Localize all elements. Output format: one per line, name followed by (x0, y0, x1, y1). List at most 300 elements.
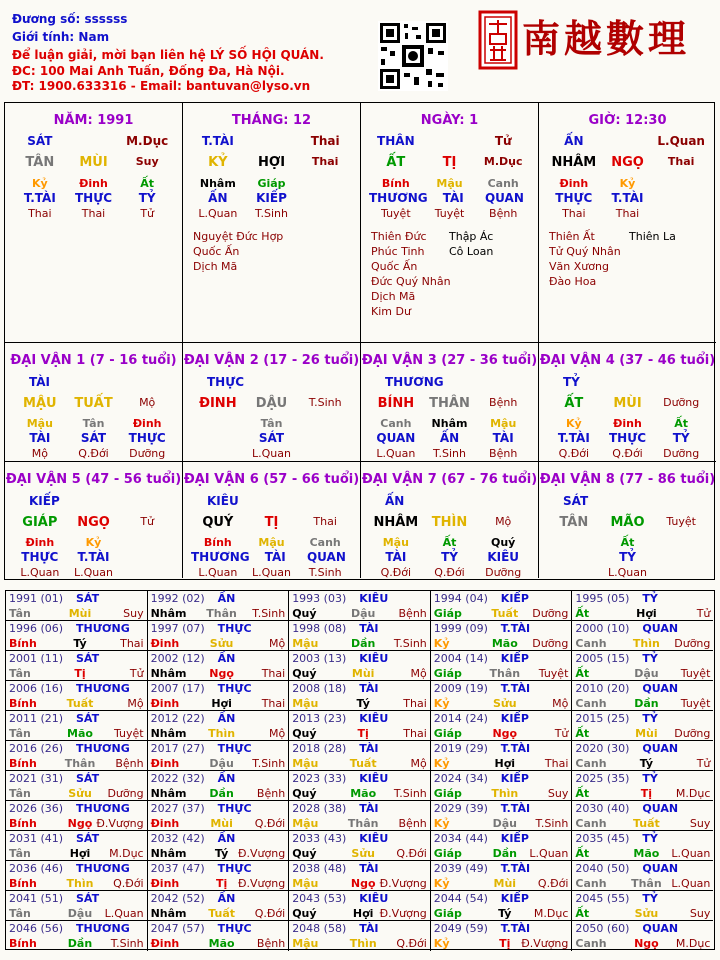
star-item: Đào Hoa (549, 275, 597, 288)
luck-stem-branch-row (13, 396, 174, 411)
luck-period-3 (361, 343, 539, 462)
year-life-stage: Thai (261, 667, 286, 680)
year-stem: Kỷ (433, 817, 450, 830)
year-branch: Tuất (66, 697, 94, 710)
luck-god: ẤN (385, 494, 405, 508)
luck-title: ĐẠI VẬN 1 (7 - 16 tuổi) (10, 353, 177, 368)
luck-hidden-stem (191, 417, 245, 430)
luck-hidden-stem (120, 536, 174, 549)
year-god: KIẾP (500, 832, 529, 845)
year-cell (572, 831, 713, 861)
luck-title: ĐẠI VẬN 8 (77 - 86 tuổi) (539, 472, 716, 487)
year-label: 2048 (58) (292, 922, 347, 935)
year-life-stage: Đ.Vượng (96, 817, 144, 830)
luck-period-7 (361, 462, 539, 578)
year-life-stage: Mộ (410, 667, 427, 680)
luck-hidden-god: TỶ (441, 550, 458, 564)
year-life-stage: Bệnh (115, 757, 144, 770)
year-cell (431, 861, 573, 891)
star-item: Cô Loan (449, 245, 494, 258)
luck-stem-branch: Bệnh (489, 396, 518, 409)
year-god: SÁT (76, 832, 100, 845)
luck-life-stage-row (191, 566, 352, 579)
luck-life-stage: L.Quan (252, 566, 291, 579)
luck-life-stage: Dưỡng (485, 566, 522, 579)
luck-hidden-god: T.TÀI (557, 431, 590, 445)
hidden-god: TÀI (442, 191, 464, 205)
year-god: KIÊU (359, 832, 389, 845)
pillar-3 (361, 103, 539, 343)
year-stem: Ất (575, 607, 590, 620)
year-cell (289, 801, 431, 831)
year-god: KIẾP (500, 772, 529, 785)
pillar-title: THÁNG: 12 (231, 113, 312, 128)
pillar-title: NGÀY: 1 (420, 113, 479, 128)
year-life-stage: Dưỡng (674, 727, 711, 740)
year-label: 2041 (51) (9, 892, 64, 905)
luck-title: ĐẠI VẬN 3 (27 - 36 tuổi) (361, 353, 538, 368)
luck-life-stage: Dưỡng (663, 447, 700, 460)
luck-title: ĐẠI VẬN 4 (37 - 46 tuổi) (539, 353, 716, 368)
luck-stem-branch: TỊ (264, 515, 279, 530)
luck-life-stage (191, 447, 245, 460)
year-cell (6, 831, 148, 861)
year-label: 2040 (50) (575, 862, 630, 875)
star-item: Nguyệt Đức Hợp (193, 230, 284, 243)
year-cell (289, 741, 431, 771)
year-life-stage: Thai (403, 697, 427, 710)
year-branch: Tị (357, 727, 369, 740)
year-branch: Tý (639, 757, 654, 770)
year-cell (289, 651, 431, 681)
year-cell (572, 801, 713, 831)
year-label: 2044 (54) (433, 892, 488, 905)
year-life-stage: Mộ (127, 697, 144, 710)
year-stem: Tân (9, 847, 31, 860)
luck-title: ĐẠI VẬN 6 (57 - 66 tuổi) (183, 472, 360, 487)
luck-life-stage: L.Quan (252, 447, 291, 460)
luck-life-stage-row (191, 447, 352, 460)
hidden-stem: Giáp (257, 177, 286, 190)
stem-branch: Suy (135, 155, 159, 168)
year-stem: Canh (575, 757, 607, 770)
luck-life-stage: L.Quan (74, 566, 113, 579)
year-label: 2010 (20) (575, 682, 630, 695)
year-stem: Mậu (292, 817, 319, 830)
year-branch: Mão (67, 727, 93, 740)
year-god: QUAN (642, 742, 679, 755)
year-cell (148, 831, 290, 861)
year-stem: Bính (9, 937, 37, 950)
luck-hidden-god-row (191, 550, 352, 564)
luck-god: TỶ (563, 375, 580, 389)
year-life-stage: Tử (554, 727, 569, 740)
year-cell (289, 771, 431, 801)
year-label: 2011 (21) (9, 712, 64, 725)
luck-life-stage: Q.Đới (380, 566, 412, 579)
year-branch: Tuất (208, 907, 235, 920)
luck-life-stage (547, 566, 601, 579)
year-stem: Bính (9, 697, 37, 710)
year-branch: Dần (350, 637, 376, 650)
luck-stem-branch-row (369, 515, 530, 530)
year-cell (431, 591, 573, 621)
stem-branch-row (191, 155, 352, 170)
year-cell (148, 771, 290, 801)
luck-stem-branch-row (369, 396, 530, 411)
year-branch: Tý (356, 697, 370, 710)
header-text: Giới tính: (12, 30, 79, 44)
qr-code-icon (378, 21, 448, 91)
luck-stem-branch: NHÂM (373, 515, 419, 530)
year-life-stage: Đ.Vượng (379, 907, 427, 920)
year-god: T.TÀI (500, 922, 531, 935)
year-life-stage: T.Sinh (252, 607, 286, 620)
year-label: 1992 (02) (150, 592, 205, 605)
year-cell (431, 801, 573, 831)
year-life-stage: Tuyệt (680, 667, 711, 680)
year-stem: Ất (575, 727, 590, 740)
hidden-stem: Kỷ (619, 177, 636, 190)
year-stem: Canh (575, 937, 607, 950)
year-cell (431, 711, 573, 741)
year-life-stage: Bệnh (398, 607, 427, 620)
year-branch: Thân (206, 607, 237, 620)
header-text: Đương số: (12, 12, 85, 26)
luck-hidden-stem: Canh (380, 417, 412, 430)
year-stem: Giáp (433, 847, 462, 860)
star-item: Quốc Ấn (371, 260, 418, 273)
year-branch: Hợi (352, 907, 374, 920)
hidden-god-row (191, 191, 352, 205)
year-god: THỰC (217, 922, 252, 935)
hidden-god: T.TÀI (611, 191, 644, 205)
year-stem: Quý (292, 847, 317, 860)
year-life-stage: Mộ (268, 727, 286, 740)
year-stem: Quý (292, 607, 317, 620)
hidden-stem (654, 177, 708, 190)
life-stage: L.Quan (198, 207, 238, 220)
year-cell (431, 651, 573, 681)
luck-life-stage: Q.Đới (612, 447, 643, 460)
year-branch: Dậu (350, 607, 376, 620)
hidden-stem (298, 177, 352, 190)
year-label: 1996 (06) (9, 622, 64, 635)
year-god: QUAN (642, 622, 679, 635)
year-cell (572, 921, 713, 951)
year-life-stage: Đ.Vượng (237, 847, 286, 860)
ten-god (601, 134, 655, 148)
year-cell (572, 621, 713, 651)
year-stem: Kỷ (433, 877, 450, 890)
luck-period-2 (183, 343, 361, 462)
year-label: 2031 (41) (9, 832, 64, 845)
year-god: ẤN (217, 772, 236, 785)
star-item: Thiên Ất (549, 230, 595, 243)
luck-stem-branch: Mộ (139, 396, 156, 409)
luck-hidden-stem-row (191, 536, 352, 549)
year-label: 1991 (01) (9, 592, 64, 605)
year-life-stage: Đ.Vượng (237, 877, 286, 890)
star-list (193, 229, 283, 274)
luck-hidden-stem: Bính (203, 536, 232, 549)
year-stem: Mậu (292, 877, 319, 890)
year-cell (148, 891, 290, 921)
year-god: THỰC (217, 622, 252, 635)
year-cell (289, 591, 431, 621)
year-life-stage: L.Quan (529, 847, 569, 860)
year-label: 2012 (22) (150, 712, 205, 725)
luck-hidden-god (120, 550, 174, 564)
luck-period-4 (539, 343, 716, 462)
pillar-4 (539, 103, 716, 343)
year-cell (431, 891, 573, 921)
year-life-stage: Thai (403, 727, 427, 740)
header-text: ĐC: 100 Mai Anh Tuấn, Đống Đa, Hà Nội. (12, 64, 285, 78)
luck-stem-branch: THÂN (429, 396, 470, 411)
year-life-stage: Q.Đới (537, 877, 569, 890)
year-branch: Hợi (211, 697, 232, 710)
year-label: 2020 (30) (575, 742, 630, 755)
year-cell (6, 891, 148, 921)
year-branch: Thìn (491, 787, 519, 800)
year-stem: Quý (292, 727, 317, 740)
star-list (549, 229, 621, 289)
luck-god: KIẾP (29, 494, 60, 508)
year-branch: Tuất (491, 607, 519, 620)
year-god: TÀI (359, 742, 379, 755)
year-god: T.TÀI (500, 742, 531, 755)
qr-code[interactable] (378, 21, 448, 91)
luck-stem-branch: BÍNH (377, 396, 415, 411)
year-cell (148, 801, 290, 831)
hidden-god: ẤN (208, 191, 228, 205)
year-god: THƯƠNG (76, 862, 130, 875)
stem-branch: TÂN (25, 155, 55, 170)
year-branch: Dần (634, 697, 659, 710)
luck-life-stage (298, 447, 352, 460)
year-god: SÁT (76, 712, 100, 725)
year-life-stage: L.Quan (671, 877, 711, 890)
year-life-stage: Q.Đới (396, 847, 427, 860)
seal-icon (478, 10, 518, 70)
year-branch: Thân (631, 877, 662, 890)
year-god: TỶ (642, 712, 658, 725)
year-stem: Đinh (150, 637, 180, 650)
year-label: 2029 (39) (433, 802, 488, 815)
year-branch: Dậu (492, 817, 517, 830)
luck-stem-branch: Tuyệt (666, 515, 696, 528)
luck-stem-branch: MẬU (23, 396, 57, 411)
stem-branch: ẤT (386, 155, 406, 170)
year-stem: Tân (9, 907, 31, 920)
year-stem: Tân (9, 727, 31, 740)
luck-life-stage: Q.Đới (558, 447, 590, 460)
year-life-stage: Bệnh (256, 787, 286, 800)
luck-life-stage-row (547, 447, 708, 460)
year-label: 2021 (31) (9, 772, 64, 785)
luck-hidden-god (547, 550, 601, 564)
luck-hidden-stem: Canh (309, 536, 341, 549)
year-life-stage: L.Quan (671, 847, 711, 860)
year-god: THƯƠNG (76, 622, 130, 635)
year-branch: Tý (498, 907, 512, 920)
year-label: 1998 (08) (292, 622, 347, 635)
year-stem: Canh (575, 637, 607, 650)
luck-hidden-god: TÀI (492, 431, 514, 445)
year-label: 2035 (45) (575, 832, 630, 845)
star-item: Văn Xương (549, 260, 609, 273)
year-cell (148, 591, 290, 621)
luck-hidden-stem: Quý (491, 536, 516, 549)
year-cell (572, 861, 713, 891)
year-branch: Thân (489, 667, 521, 680)
header (0, 0, 720, 100)
luck-title: ĐẠI VẬN 2 (17 - 26 tuổi) (183, 353, 360, 368)
annual-luck-table (5, 590, 715, 950)
luck-stem-branch-row (547, 515, 708, 530)
luck-life-stage: Bệnh (489, 447, 518, 460)
year-label: 2025 (35) (575, 772, 630, 785)
luck-life-stage: L.Quan (608, 566, 647, 579)
year-life-stage: Tuyệt (113, 727, 144, 740)
year-god: TÀI (359, 862, 379, 875)
luck-god: THỰC (207, 375, 245, 389)
year-life-stage: T.Sinh (535, 817, 569, 830)
year-label: 2046 (56) (9, 922, 64, 935)
year-cell (289, 891, 431, 921)
luck-hidden-god: SÁT (258, 431, 285, 445)
pillar-title: NĂM: 1991 (53, 113, 134, 128)
year-life-stage: Đ.Vượng (379, 877, 427, 890)
luck-life-stage: T.Sinh (433, 447, 466, 460)
luck-hidden-stem: Ất (620, 536, 635, 549)
year-god: TỶ (642, 832, 658, 845)
luck-life-stage-row (13, 447, 174, 460)
luck-hidden-god: SÁT (80, 431, 107, 445)
luck-hidden-god-row (13, 431, 174, 445)
hidden-god (654, 191, 708, 205)
life-stage (654, 207, 708, 220)
year-cell (148, 621, 290, 651)
year-god: KIÊU (359, 652, 389, 665)
year-branch: Ngọ (634, 937, 659, 950)
luck-life-stage-row (369, 566, 530, 579)
year-branch: Ngọ (67, 817, 93, 830)
stem-branch: Thai (311, 155, 339, 168)
year-stem: Quý (292, 787, 317, 800)
year-cell (6, 801, 148, 831)
year-stem: Canh (575, 877, 607, 890)
year-branch: Tuất (349, 757, 377, 770)
year-label: 2023 (33) (292, 772, 347, 785)
luck-stem-branch: TÂN (559, 515, 589, 530)
luck-stem-branch-row (191, 515, 352, 530)
year-life-stage: L.Quan (104, 907, 144, 920)
ten-god (423, 134, 477, 148)
year-stem: Tân (9, 787, 31, 800)
hidden-stem-row (13, 177, 174, 190)
year-life-stage: Dưỡng (532, 637, 569, 650)
year-life-stage: Q.Đới (113, 877, 144, 890)
year-life-stage: Dưỡng (107, 787, 144, 800)
year-label: 2002 (12) (150, 652, 205, 665)
stem-branch-row (369, 155, 530, 170)
year-label: 2039 (49) (433, 862, 488, 875)
year-branch: Dần (67, 937, 93, 950)
year-branch: Hợi (494, 757, 516, 770)
year-stem: Kỷ (433, 937, 450, 950)
luck-period-6 (183, 462, 361, 578)
year-god: TÀI (359, 622, 379, 635)
year-branch: Tị (215, 877, 228, 890)
header-line (12, 30, 109, 44)
luck-hidden-stem-row (369, 536, 530, 549)
star-list-2 (449, 229, 493, 259)
year-stem: Giáp (433, 727, 462, 740)
year-cell (431, 741, 573, 771)
year-life-stage: Q.Đới (254, 817, 286, 830)
year-cell (6, 711, 148, 741)
luck-hidden-stem: Mậu (258, 536, 285, 549)
year-god: THƯƠNG (76, 802, 130, 815)
life-stage: Tử (140, 207, 155, 220)
luck-hidden-god-row (547, 431, 708, 445)
year-life-stage: M.Dục (533, 907, 569, 920)
year-god: KIẾP (500, 712, 529, 725)
hidden-stem-row (547, 177, 708, 190)
year-cell (6, 651, 148, 681)
year-life-stage: Q.Đới (396, 937, 427, 950)
year-label: 2024 (34) (433, 772, 488, 785)
year-god: KIẾP (500, 892, 529, 905)
year-stem: Nhâm (150, 667, 187, 680)
year-branch: Tý (214, 847, 229, 860)
year-label: 2032 (42) (150, 832, 205, 845)
year-god: T.TÀI (500, 802, 531, 815)
ten-god: M.Dục (126, 134, 169, 148)
year-cell (148, 711, 290, 741)
hidden-stem: Ất (140, 177, 155, 190)
stem-branch: KỶ (208, 155, 228, 170)
year-stem: Mậu (292, 757, 319, 770)
year-label: 2004 (14) (433, 652, 488, 665)
luck-hidden-stem-row (547, 417, 708, 430)
year-life-stage: T.Sinh (110, 937, 144, 950)
year-stem: Đinh (150, 697, 180, 710)
year-god: THƯƠNG (76, 922, 130, 935)
luck-stem-branch: Dưỡng (663, 396, 700, 409)
year-life-stage: M.Dục (675, 937, 711, 950)
year-god: TÀI (359, 802, 379, 815)
year-branch: Sửu (351, 847, 375, 860)
year-life-stage: Dưỡng (674, 637, 711, 650)
luck-hidden-stem (547, 536, 601, 549)
year-cell (572, 741, 713, 771)
year-life-stage: T.Sinh (393, 637, 427, 650)
year-stem: Nhâm (150, 607, 187, 620)
luck-hidden-god: THỰC (128, 431, 166, 445)
year-branch: Tý (73, 637, 87, 650)
year-label: 2008 (18) (292, 682, 347, 695)
year-label: 2033 (43) (292, 832, 347, 845)
year-stem: Quý (292, 907, 317, 920)
year-label: 2019 (29) (433, 742, 488, 755)
luck-life-stage: T.Sinh (308, 566, 342, 579)
stem-branch: M.Dục (483, 155, 523, 168)
year-branch: Mùi (635, 727, 658, 740)
year-god: KIÊU (359, 712, 389, 725)
